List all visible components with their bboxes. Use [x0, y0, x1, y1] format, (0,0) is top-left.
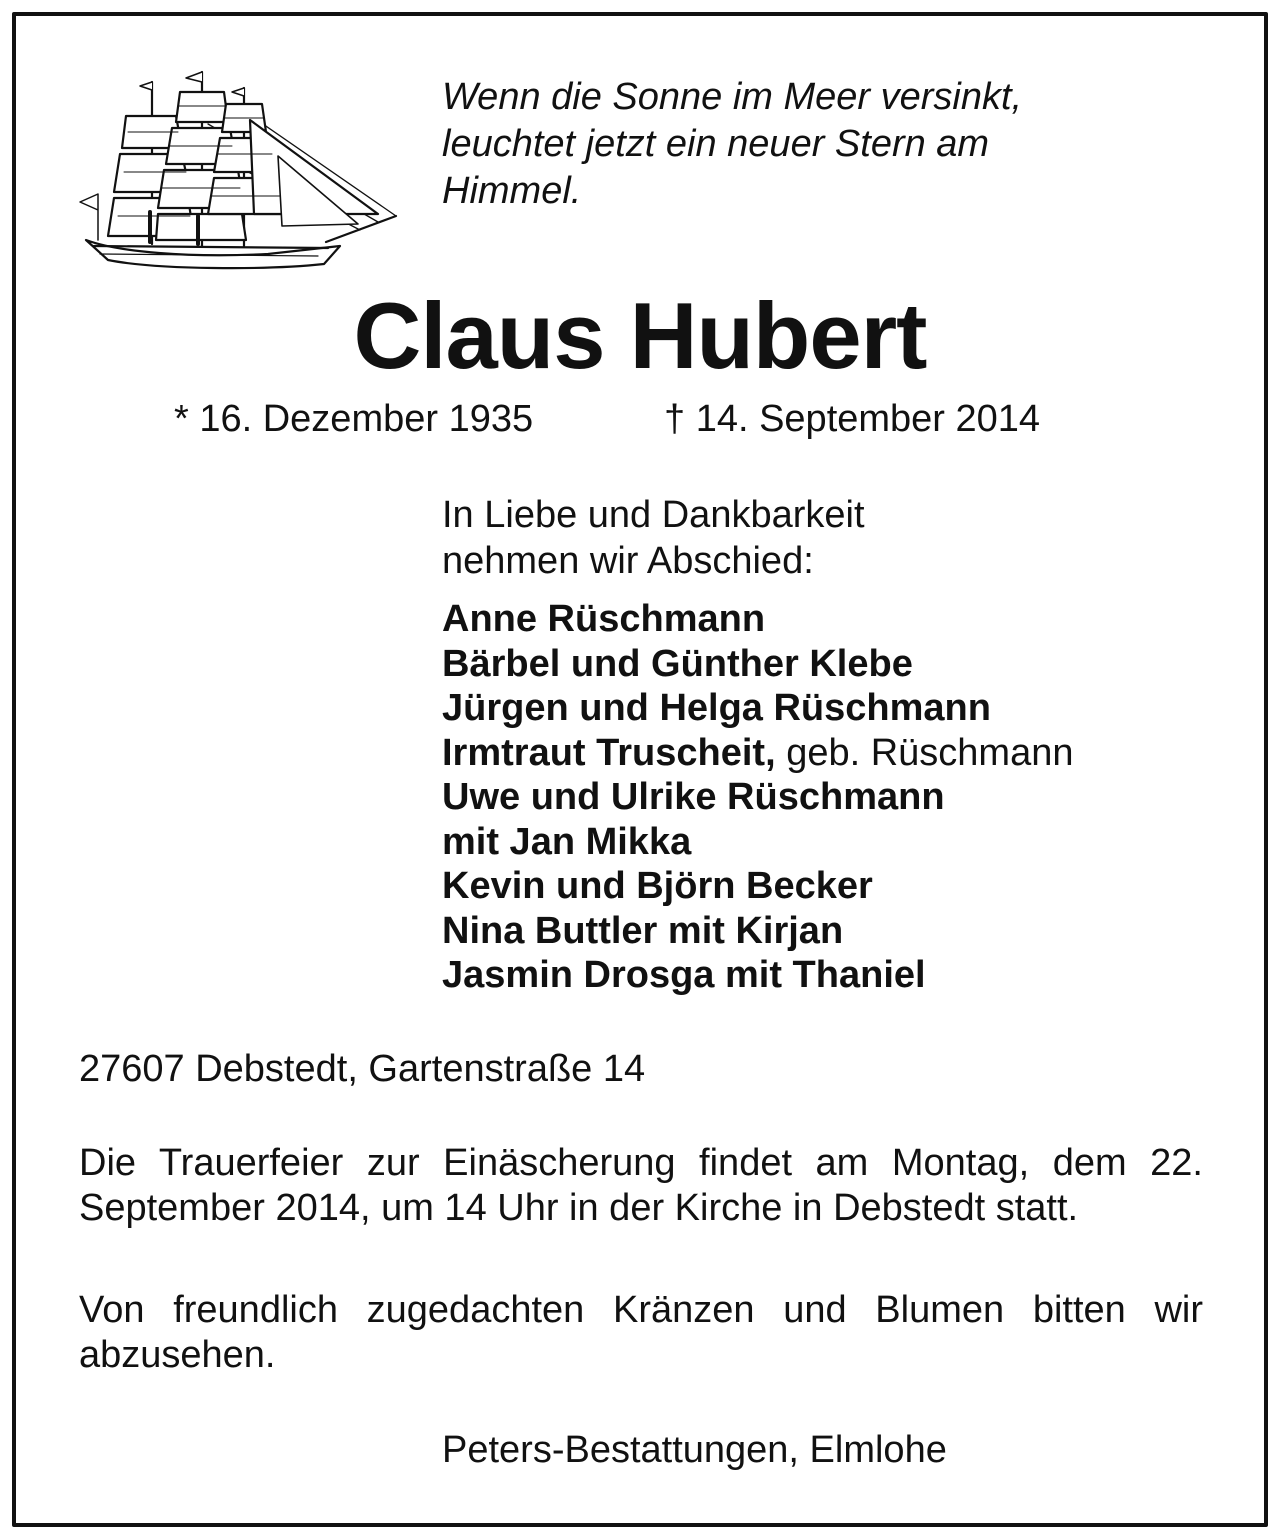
mourner-name: mit Jan Mikka: [442, 820, 692, 863]
mourner-item: [442, 775, 1073, 820]
mourner-name: Anne Rüschmann: [442, 598, 766, 640]
mourner-item: [442, 909, 1073, 954]
mourners-list: [442, 597, 1073, 998]
poem-line: leuchtet jetzt ein neuer Stern am: [442, 123, 990, 165]
birth-date: * 16. Dezember 1935: [174, 398, 534, 440]
address: 27607 Debstedt, Gartenstraße 14: [79, 1048, 646, 1090]
sailing-ship-icon: [78, 64, 398, 280]
funeral-notice: Die Trauerfeier zur Einäscherung findet am Montag, dem 22. September 2014, um 14 Uhr in der Kirche in Debstedt statt.: [79, 1142, 1203, 1229]
mourner-name: Uwe und Ulrike Rüschmann: [442, 776, 945, 818]
death-date: † 14. September 2014: [664, 398, 1041, 440]
deceased-name: Claus Hubert: [353, 283, 927, 388]
mourner-item: [442, 731, 1073, 776]
farewell-text: [442, 492, 865, 584]
mourner-item: [442, 820, 1073, 865]
poem: [442, 74, 1022, 215]
mourner-note: geb. Rüschmann: [775, 731, 1074, 774]
mourner-item: [442, 686, 1073, 731]
mourner-item: [442, 642, 1073, 687]
mourner-name: Irmtraut Truscheit,: [442, 731, 776, 774]
mourner-name: Bärbel und Günther Klebe: [442, 642, 913, 685]
mourner-name: Nina Buttler mit Kirjan: [442, 909, 844, 952]
mourner-name: Jasmin Drosga mit Thaniel: [442, 954, 926, 996]
mourner-name: Kevin und Björn Becker: [442, 865, 873, 907]
farewell-line: In Liebe und Dankbarkeit: [442, 494, 865, 536]
flowers-notice: Von freundlich zugedachten Kränzen und Blumen bitten wir abzusehen.: [79, 1289, 1203, 1376]
farewell-line: nehmen wir Abschied:: [442, 540, 814, 582]
poem-line: Wenn die Sonne im Meer versinkt,: [442, 76, 1023, 118]
mourner-name: Jürgen und Helga Rüschmann: [442, 687, 991, 729]
mourner-item: [442, 864, 1073, 909]
undertaker: Peters-Bestattungen, Elmlohe: [442, 1429, 947, 1471]
mourner-item: [442, 597, 1073, 642]
mourner-item: [442, 953, 1073, 998]
poem-line: Himmel.: [442, 170, 582, 212]
